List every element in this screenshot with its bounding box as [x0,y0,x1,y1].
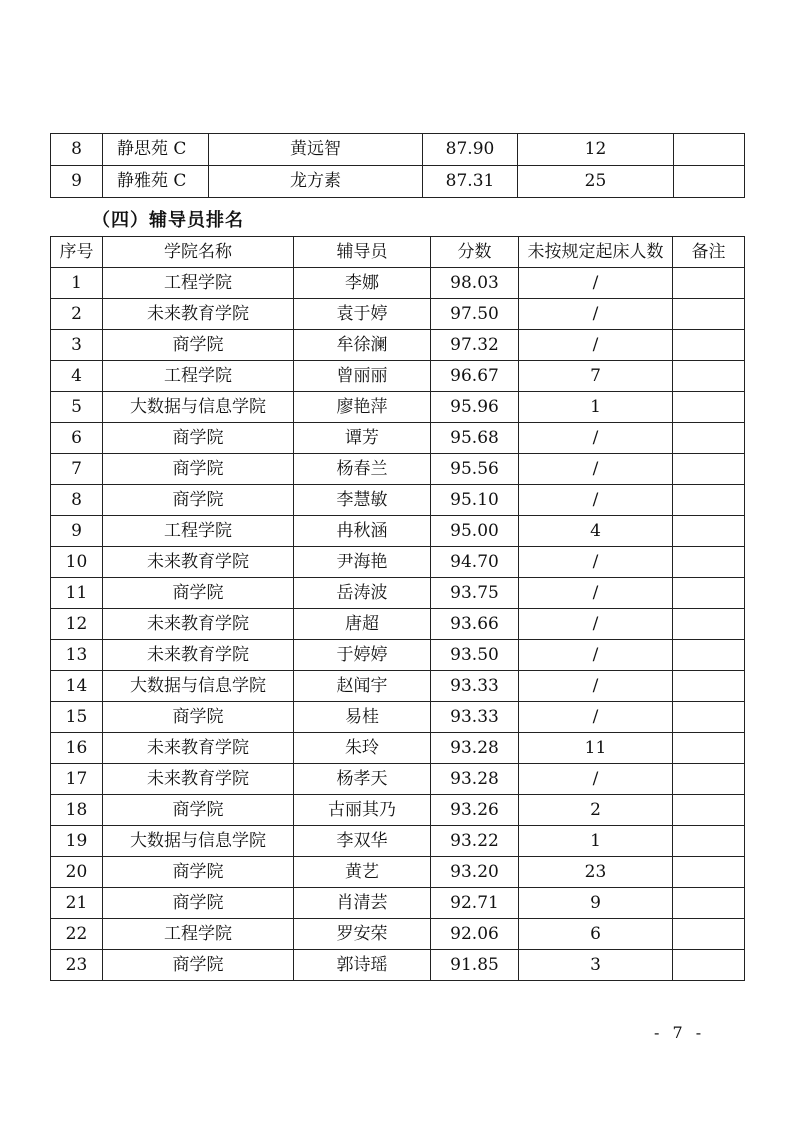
college-cell: 商学院 [103,330,294,361]
table-row [51,733,745,764]
counselor-cell: 唐超 [294,609,431,640]
score-cell: 93.66 [431,609,519,640]
counselor-cell: 于婷婷 [294,640,431,671]
row-number-cell: 22 [51,919,103,950]
table-row [51,516,745,547]
score-cell: 95.96 [431,392,519,423]
table-row [51,888,745,919]
table-row [51,361,745,392]
header-score: 分数 [431,237,519,268]
count-cell: / [519,485,673,516]
count-cell: 2 [519,795,673,826]
note-cell [674,166,745,198]
row-number-cell: 10 [51,547,103,578]
table-row [51,454,745,485]
header-no: 序号 [51,237,103,268]
table-row [51,134,745,166]
row-number-cell: 19 [51,826,103,857]
note-cell [673,702,745,733]
row-number-cell: 16 [51,733,103,764]
header-count: 未按规定起床人数 [519,237,673,268]
count-cell: 4 [519,516,673,547]
score-cell: 93.75 [431,578,519,609]
count-cell: / [519,702,673,733]
row-number-cell: 1 [51,268,103,299]
note-cell [673,671,745,702]
score-cell: 91.85 [431,950,519,981]
college-cell: 未来教育学院 [103,547,294,578]
score-cell: 94.70 [431,547,519,578]
counselor-cell: 黄艺 [294,857,431,888]
note-cell [673,485,745,516]
dormitory-cell: 静思苑 C [103,134,209,166]
count-cell: / [519,764,673,795]
count-cell: 12 [518,134,674,166]
score-cell: 93.26 [431,795,519,826]
score-cell: 92.06 [431,919,519,950]
college-cell: 大数据与信息学院 [103,671,294,702]
row-number-cell: 7 [51,454,103,485]
row-number-cell: 6 [51,423,103,454]
count-cell: / [519,299,673,330]
counselor-cell: 朱玲 [294,733,431,764]
score-cell: 93.20 [431,857,519,888]
row-number-cell: 20 [51,857,103,888]
table-row [51,423,745,454]
table-row [51,547,745,578]
score-cell: 95.10 [431,485,519,516]
score-cell: 95.68 [431,423,519,454]
count-cell: / [519,330,673,361]
counselor-cell: 杨孝天 [294,764,431,795]
table-row [51,578,745,609]
header-row [51,237,745,268]
count-cell: / [519,268,673,299]
count-cell: 1 [519,392,673,423]
college-cell: 商学院 [103,485,294,516]
counselor-cell: 李慧敏 [294,485,431,516]
score-cell: 93.50 [431,640,519,671]
counselor-cell: 曾丽丽 [294,361,431,392]
count-cell: / [519,609,673,640]
college-cell: 商学院 [103,702,294,733]
count-cell: 11 [519,733,673,764]
counselor-cell: 冉秋涵 [294,516,431,547]
college-cell: 商学院 [103,888,294,919]
table-row [51,609,745,640]
counselor-cell: 牟徐澜 [294,330,431,361]
row-number-cell: 3 [51,330,103,361]
counselor-cell: 廖艳萍 [294,392,431,423]
table-row [51,764,745,795]
count-cell: / [519,578,673,609]
note-cell [673,268,745,299]
row-number-cell: 8 [51,485,103,516]
note-cell [673,299,745,330]
note-cell [673,919,745,950]
row-number-cell: 9 [51,516,103,547]
college-cell: 未来教育学院 [103,733,294,764]
college-cell: 未来教育学院 [103,640,294,671]
ranking-table-body [51,268,745,981]
table-row [51,166,745,198]
header-note: 备注 [673,237,745,268]
counselor-cell: 谭芳 [294,423,431,454]
counselor-cell: 岳涛波 [294,578,431,609]
college-cell: 工程学院 [103,268,294,299]
person-name-cell: 龙方素 [209,166,423,198]
score-cell: 97.50 [431,299,519,330]
counselor-cell: 肖清芸 [294,888,431,919]
score-cell: 93.22 [431,826,519,857]
table-row [51,919,745,950]
score-cell: 95.56 [431,454,519,485]
top-table-body [51,134,745,198]
note-cell [673,733,745,764]
score-cell: 93.33 [431,671,519,702]
header-counselor: 辅导员 [294,237,431,268]
college-cell: 大数据与信息学院 [103,392,294,423]
counselor-cell: 李双华 [294,826,431,857]
count-cell: / [519,547,673,578]
count-cell: / [519,454,673,485]
note-cell [673,578,745,609]
ranking-table-header [51,237,745,268]
table-row [51,950,745,981]
count-cell: / [519,640,673,671]
table-row [51,485,745,516]
college-cell: 大数据与信息学院 [103,826,294,857]
college-cell: 商学院 [103,950,294,981]
table-row [51,392,745,423]
table-row [51,640,745,671]
counselor-cell: 易桂 [294,702,431,733]
college-cell: 工程学院 [103,919,294,950]
note-cell [673,764,745,795]
note-cell [673,857,745,888]
note-cell [673,516,745,547]
row-number-cell: 5 [51,392,103,423]
note-cell [673,950,745,981]
score-cell: 93.28 [431,764,519,795]
dormitory-cell: 静雅苑 C [103,166,209,198]
college-cell: 工程学院 [103,516,294,547]
table-row [51,826,745,857]
college-cell: 商学院 [103,795,294,826]
college-cell: 工程学院 [103,361,294,392]
row-number-cell: 17 [51,764,103,795]
note-cell [673,423,745,454]
college-cell: 未来教育学院 [103,299,294,330]
college-cell: 未来教育学院 [103,764,294,795]
row-number-cell: 23 [51,950,103,981]
college-cell: 商学院 [103,423,294,454]
row-number-cell: 11 [51,578,103,609]
count-cell: 3 [519,950,673,981]
score-cell: 95.00 [431,516,519,547]
dormitory-ranking-table-continued [50,133,745,198]
count-cell: 25 [518,166,674,198]
score-cell: 93.28 [431,733,519,764]
counselor-cell: 袁于婷 [294,299,431,330]
row-number-cell: 14 [51,671,103,702]
count-cell: / [519,671,673,702]
count-cell: 1 [519,826,673,857]
row-number-cell: 18 [51,795,103,826]
note-cell [673,392,745,423]
counselor-cell: 古丽其乃 [294,795,431,826]
note-cell [673,547,745,578]
note-cell [673,826,745,857]
table-row [51,299,745,330]
score-cell: 87.90 [423,134,518,166]
row-number-cell: 15 [51,702,103,733]
row-number-cell: 8 [51,134,103,166]
table-row [51,795,745,826]
note-cell [673,330,745,361]
counselor-cell: 郭诗瑶 [294,950,431,981]
college-cell: 未来教育学院 [103,609,294,640]
score-cell: 93.33 [431,702,519,733]
college-cell: 商学院 [103,857,294,888]
row-number-cell: 4 [51,361,103,392]
table-row [51,671,745,702]
note-cell [673,454,745,485]
note-cell [673,795,745,826]
note-cell [673,361,745,392]
row-number-cell: 13 [51,640,103,671]
score-cell: 97.32 [431,330,519,361]
table-row [51,857,745,888]
counselor-cell: 李娜 [294,268,431,299]
row-number-cell: 12 [51,609,103,640]
counselor-cell: 尹海艳 [294,547,431,578]
page-number: - 7 - [654,1023,706,1042]
person-name-cell: 黄远智 [209,134,423,166]
table-row [51,268,745,299]
header-college: 学院名称 [103,237,294,268]
table-row [51,330,745,361]
row-number-cell: 21 [51,888,103,919]
counselor-cell: 杨春兰 [294,454,431,485]
table-row [51,702,745,733]
college-cell: 商学院 [103,454,294,485]
score-cell: 87.31 [423,166,518,198]
counselor-cell: 罗安荣 [294,919,431,950]
counselor-cell: 赵闻宇 [294,671,431,702]
score-cell: 96.67 [431,361,519,392]
section-heading: （四）辅导员排名 [92,210,244,231]
count-cell: 7 [519,361,673,392]
count-cell: 6 [519,919,673,950]
row-number-cell: 2 [51,299,103,330]
row-number-cell: 9 [51,166,103,198]
counselor-ranking-table [50,236,745,981]
note-cell [674,134,745,166]
count-cell: / [519,423,673,454]
note-cell [673,609,745,640]
count-cell: 23 [519,857,673,888]
score-cell: 98.03 [431,268,519,299]
note-cell [673,888,745,919]
note-cell [673,640,745,671]
college-cell: 商学院 [103,578,294,609]
score-cell: 92.71 [431,888,519,919]
count-cell: 9 [519,888,673,919]
